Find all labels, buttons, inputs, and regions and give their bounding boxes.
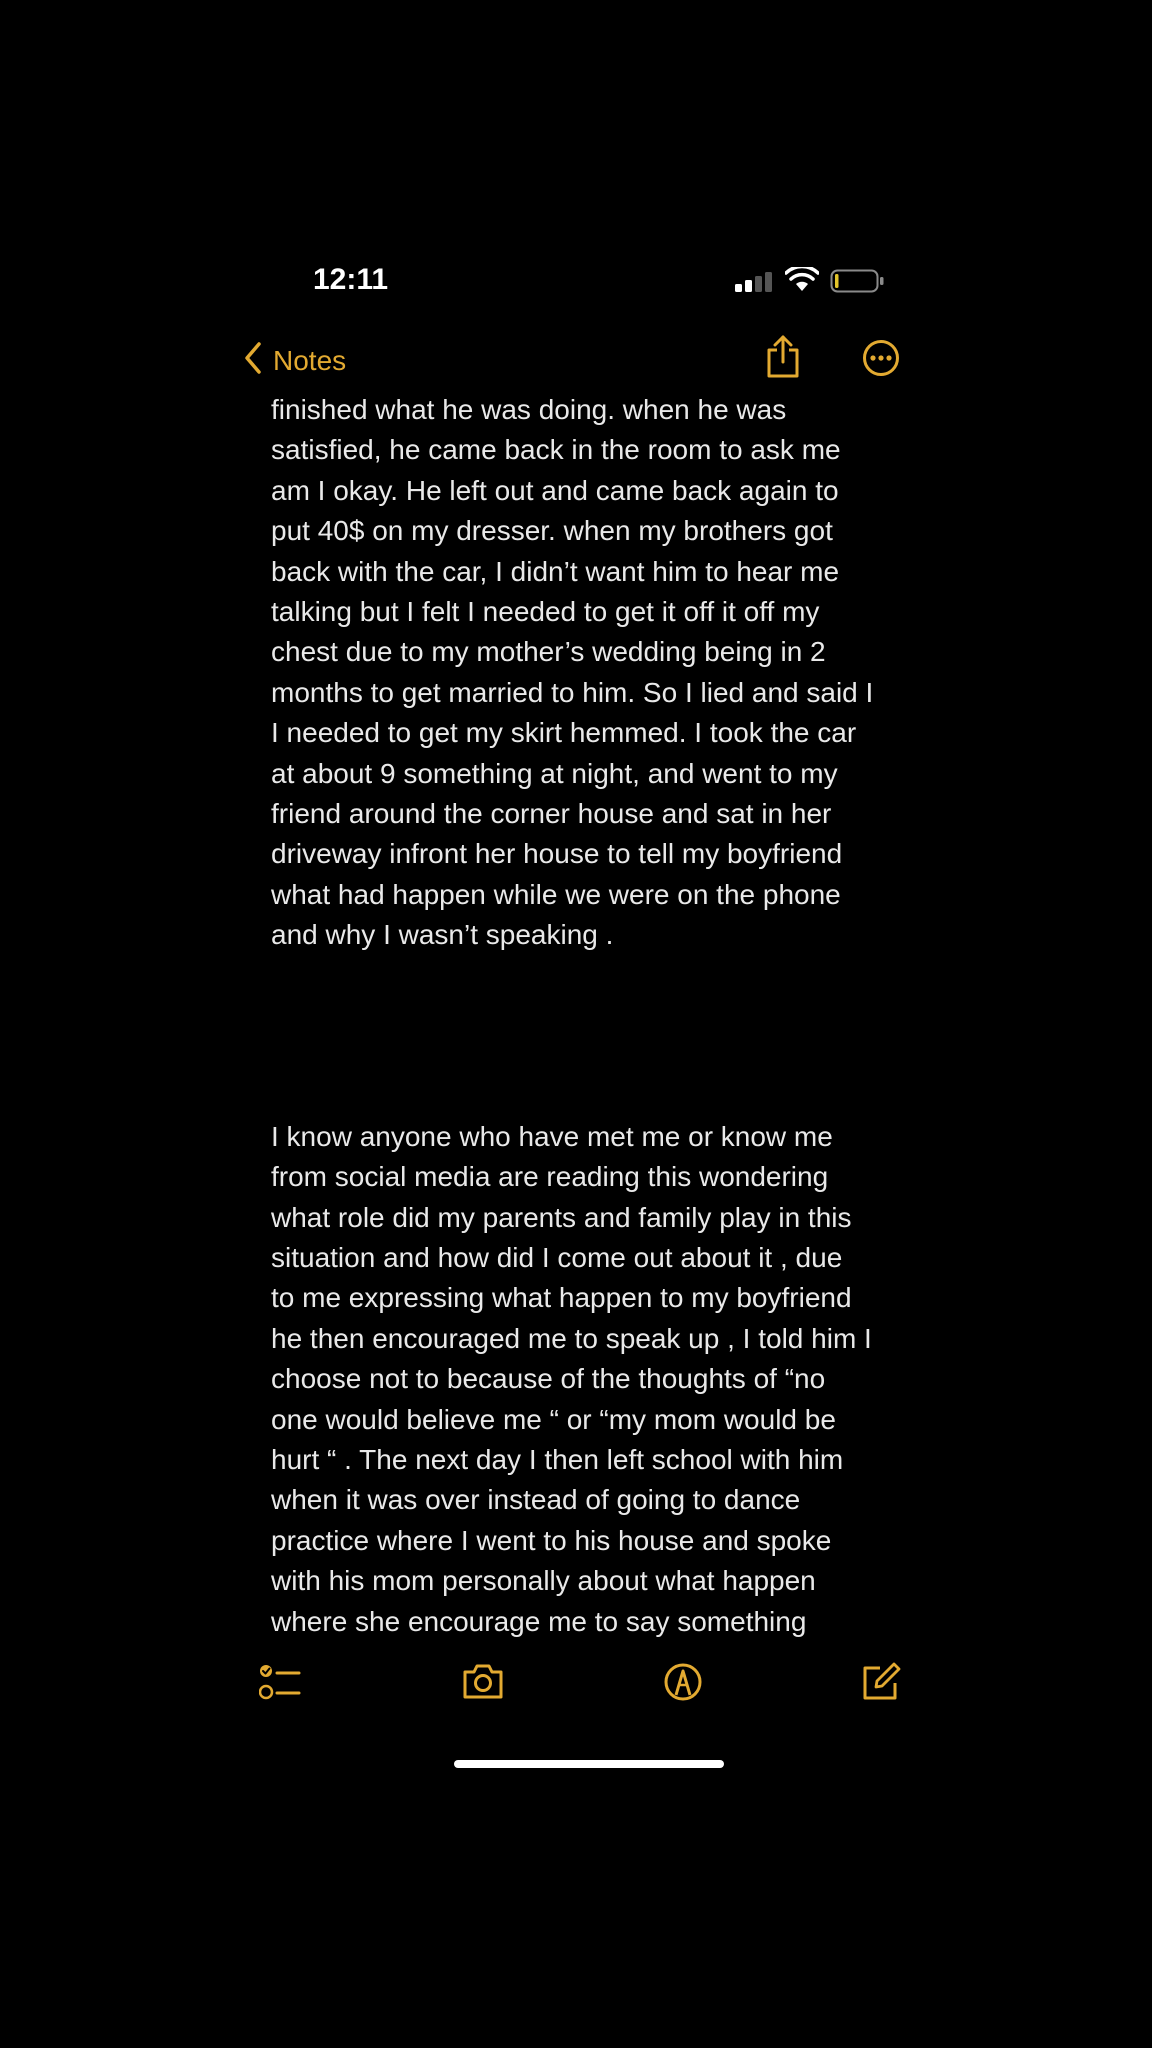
note-line: months to get married to him. So I lied and said I <box>271 676 874 708</box>
camera-icon[interactable] <box>461 1662 505 1705</box>
note-line: to me expressing what happen to my boyfriend <box>271 1282 852 1314</box>
note-line: choose not to because of the thoughts of “no <box>271 1363 826 1395</box>
notes-screen <box>235 225 915 1795</box>
note-line: back with the car, I didn’t want him to hear me <box>271 555 840 587</box>
note-line: practice where I went to his house and spoke <box>271 1524 832 1556</box>
note-body[interactable] <box>271 390 891 1642</box>
note-line: put 40$ on my dresser. when my brothers got <box>271 515 833 547</box>
note-line: chest due to my mother’s wedding being in 2 <box>271 636 826 668</box>
note-line: finished what he was doing. when he was <box>271 394 787 425</box>
note-line: with his mom personally about what happen <box>271 1565 816 1597</box>
navigation-bar <box>235 333 915 389</box>
note-line: what had happen while we were on the phone <box>271 878 841 910</box>
share-icon[interactable] <box>765 335 801 384</box>
bottom-toolbar <box>235 1662 915 1722</box>
more-ellipsis-icon[interactable] <box>862 339 900 382</box>
note-line: talking but I felt I needed to get it off it off my <box>271 596 820 628</box>
home-indicator[interactable] <box>454 1760 724 1768</box>
note-line: he then encouraged me to speak up , I told him I <box>271 1322 872 1354</box>
back-to-notes-button[interactable] <box>243 339 346 383</box>
wifi-icon <box>785 267 819 298</box>
status-bar <box>235 263 915 313</box>
note-line: situation and how did I come out about it , due <box>271 1241 843 1273</box>
note-line: and why I wasn’t speaking . <box>271 919 614 951</box>
note-line: where she encourage me to say something <box>271 1605 807 1637</box>
note-line: driveway infront her house to tell my boyfriend <box>271 838 843 870</box>
note-line: I know anyone who have met me or know me <box>271 1120 833 1152</box>
note-paragraph-1 <box>271 390 891 956</box>
note-line: from social media are reading this wondering <box>271 1161 829 1193</box>
chevron-left-icon <box>243 341 273 382</box>
back-label: Notes <box>273 345 347 376</box>
note-line: what role did my parents and family play in this <box>271 1201 852 1233</box>
note-line: at about 9 something at night, and went to my <box>271 757 838 789</box>
note-line: one would believe me “ or “my mom would be <box>271 1403 836 1435</box>
note-line: friend around the corner house and sat in her <box>271 798 832 830</box>
note-line: hurt “ . The next day I then left school with him <box>271 1443 844 1475</box>
checklist-icon[interactable] <box>259 1662 301 1707</box>
battery-icon <box>830 269 886 298</box>
compose-icon[interactable] <box>861 1662 901 1707</box>
note-paragraph-2 <box>271 1117 891 1642</box>
note-line: am I okay. He left out and came back again to <box>271 474 839 506</box>
note-line: I needed to get my skirt hemmed. I took the car <box>271 717 857 749</box>
note-line: when it was over instead of going to dance <box>271 1484 801 1516</box>
note-line: satisfied, he came back in the room to ask me <box>271 434 841 466</box>
status-time: 12:11 <box>313 263 389 296</box>
cellular-signal-icon <box>735 271 775 298</box>
markup-pen-icon[interactable] <box>663 1662 703 1707</box>
